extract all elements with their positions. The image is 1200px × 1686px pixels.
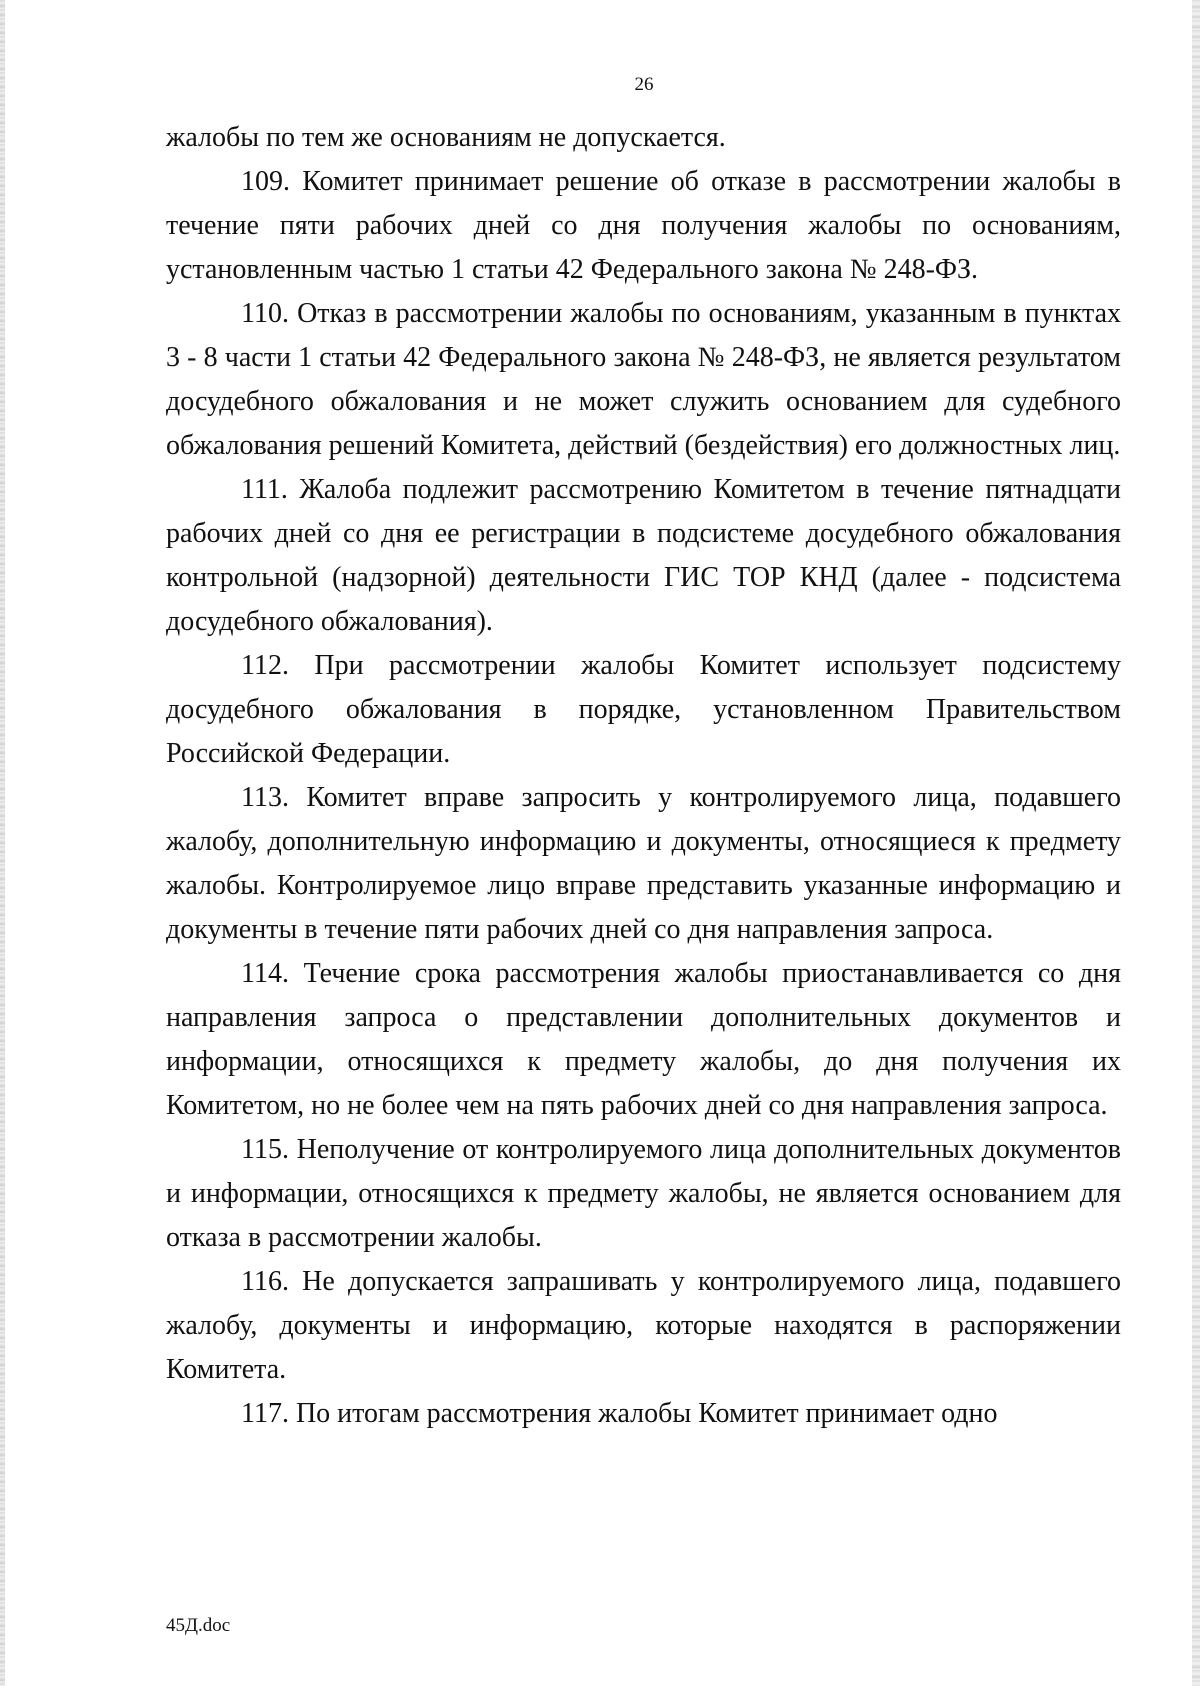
paragraph-111: 111. Жалоба подлежит рассмотрению Комитетом в течение пятнадцати рабочих дней со дня ее регистрации в подсистеме досудебного обжалования контрольной (надзорной) деятельности ГИС ТОР КНД (далее - подсистема досудебного обжалования). bbox=[166, 474, 1121, 637]
paragraph-112: 112. При рассмотрении жалобы Комитет использует подсистему досудебного обжалования в порядке, установленном Правительством Российской Федерации. bbox=[166, 650, 1121, 769]
paragraph-109: 109. Комитет принимает решение об отказе в рассмотрении жалобы в течение пяти рабочих дней со дня получения жалобы по основаниям, установленным частью 1 статьи 42 Федерального закона № 248-ФЗ. bbox=[166, 166, 1121, 285]
file-name-footer: 45Д.doc bbox=[166, 1615, 231, 1636]
paragraph-113: 113. Комитет вправе запросить у контролируемого лица, подавшего жалобу, дополнительную информацию и документы, относящиеся к предмету жалобы. Контролируемое лицо вправе представить указанные информацию и документы в течение пяти рабочих дней со дня направления запроса. bbox=[166, 782, 1121, 945]
page-number: 26 bbox=[634, 74, 654, 95]
paragraph-110: 110. Отказ в рассмотрении жалобы по основаниям, указанным в пунктах 3 - 8 части 1 статьи 42 Федерального закона № 248-ФЗ, не является результатом досудебного обжалования и не может служить основанием для судебного обжалования решений Комитета, действий (бездействия) его должностных лиц. bbox=[166, 298, 1121, 461]
paragraph-116: 116. Не допускается запрашивать у контролируемого лица, подавшего жалобу, документы и информацию, которые находятся в распоряжении Комитета. bbox=[166, 1266, 1121, 1385]
scan-edge-right bbox=[1192, 0, 1200, 1686]
paragraph-114: 114. Течение срока рассмотрения жалобы приостанавливается со дня направления запроса о представлении дополнительных документов и информации, относящихся к предмету жалобы, до дня получения их Комитетом, но не более чем на пять рабочих дней со дня направления запроса. bbox=[166, 958, 1121, 1121]
paragraph-continuation: жалобы по тем же основаниям не допускается. bbox=[166, 122, 726, 153]
paragraph-115: 115. Неполучение от контролируемого лица дополнительных документов и информации, относящихся к предмету жалобы, не является основанием для отказа в рассмотрении жалобы. bbox=[166, 1134, 1121, 1253]
scan-edge-left bbox=[0, 0, 5, 1686]
paragraph-117: 117. По итогам рассмотрения жалобы Комитет принимает одно bbox=[241, 1398, 998, 1429]
document-body bbox=[166, 116, 1121, 1436]
